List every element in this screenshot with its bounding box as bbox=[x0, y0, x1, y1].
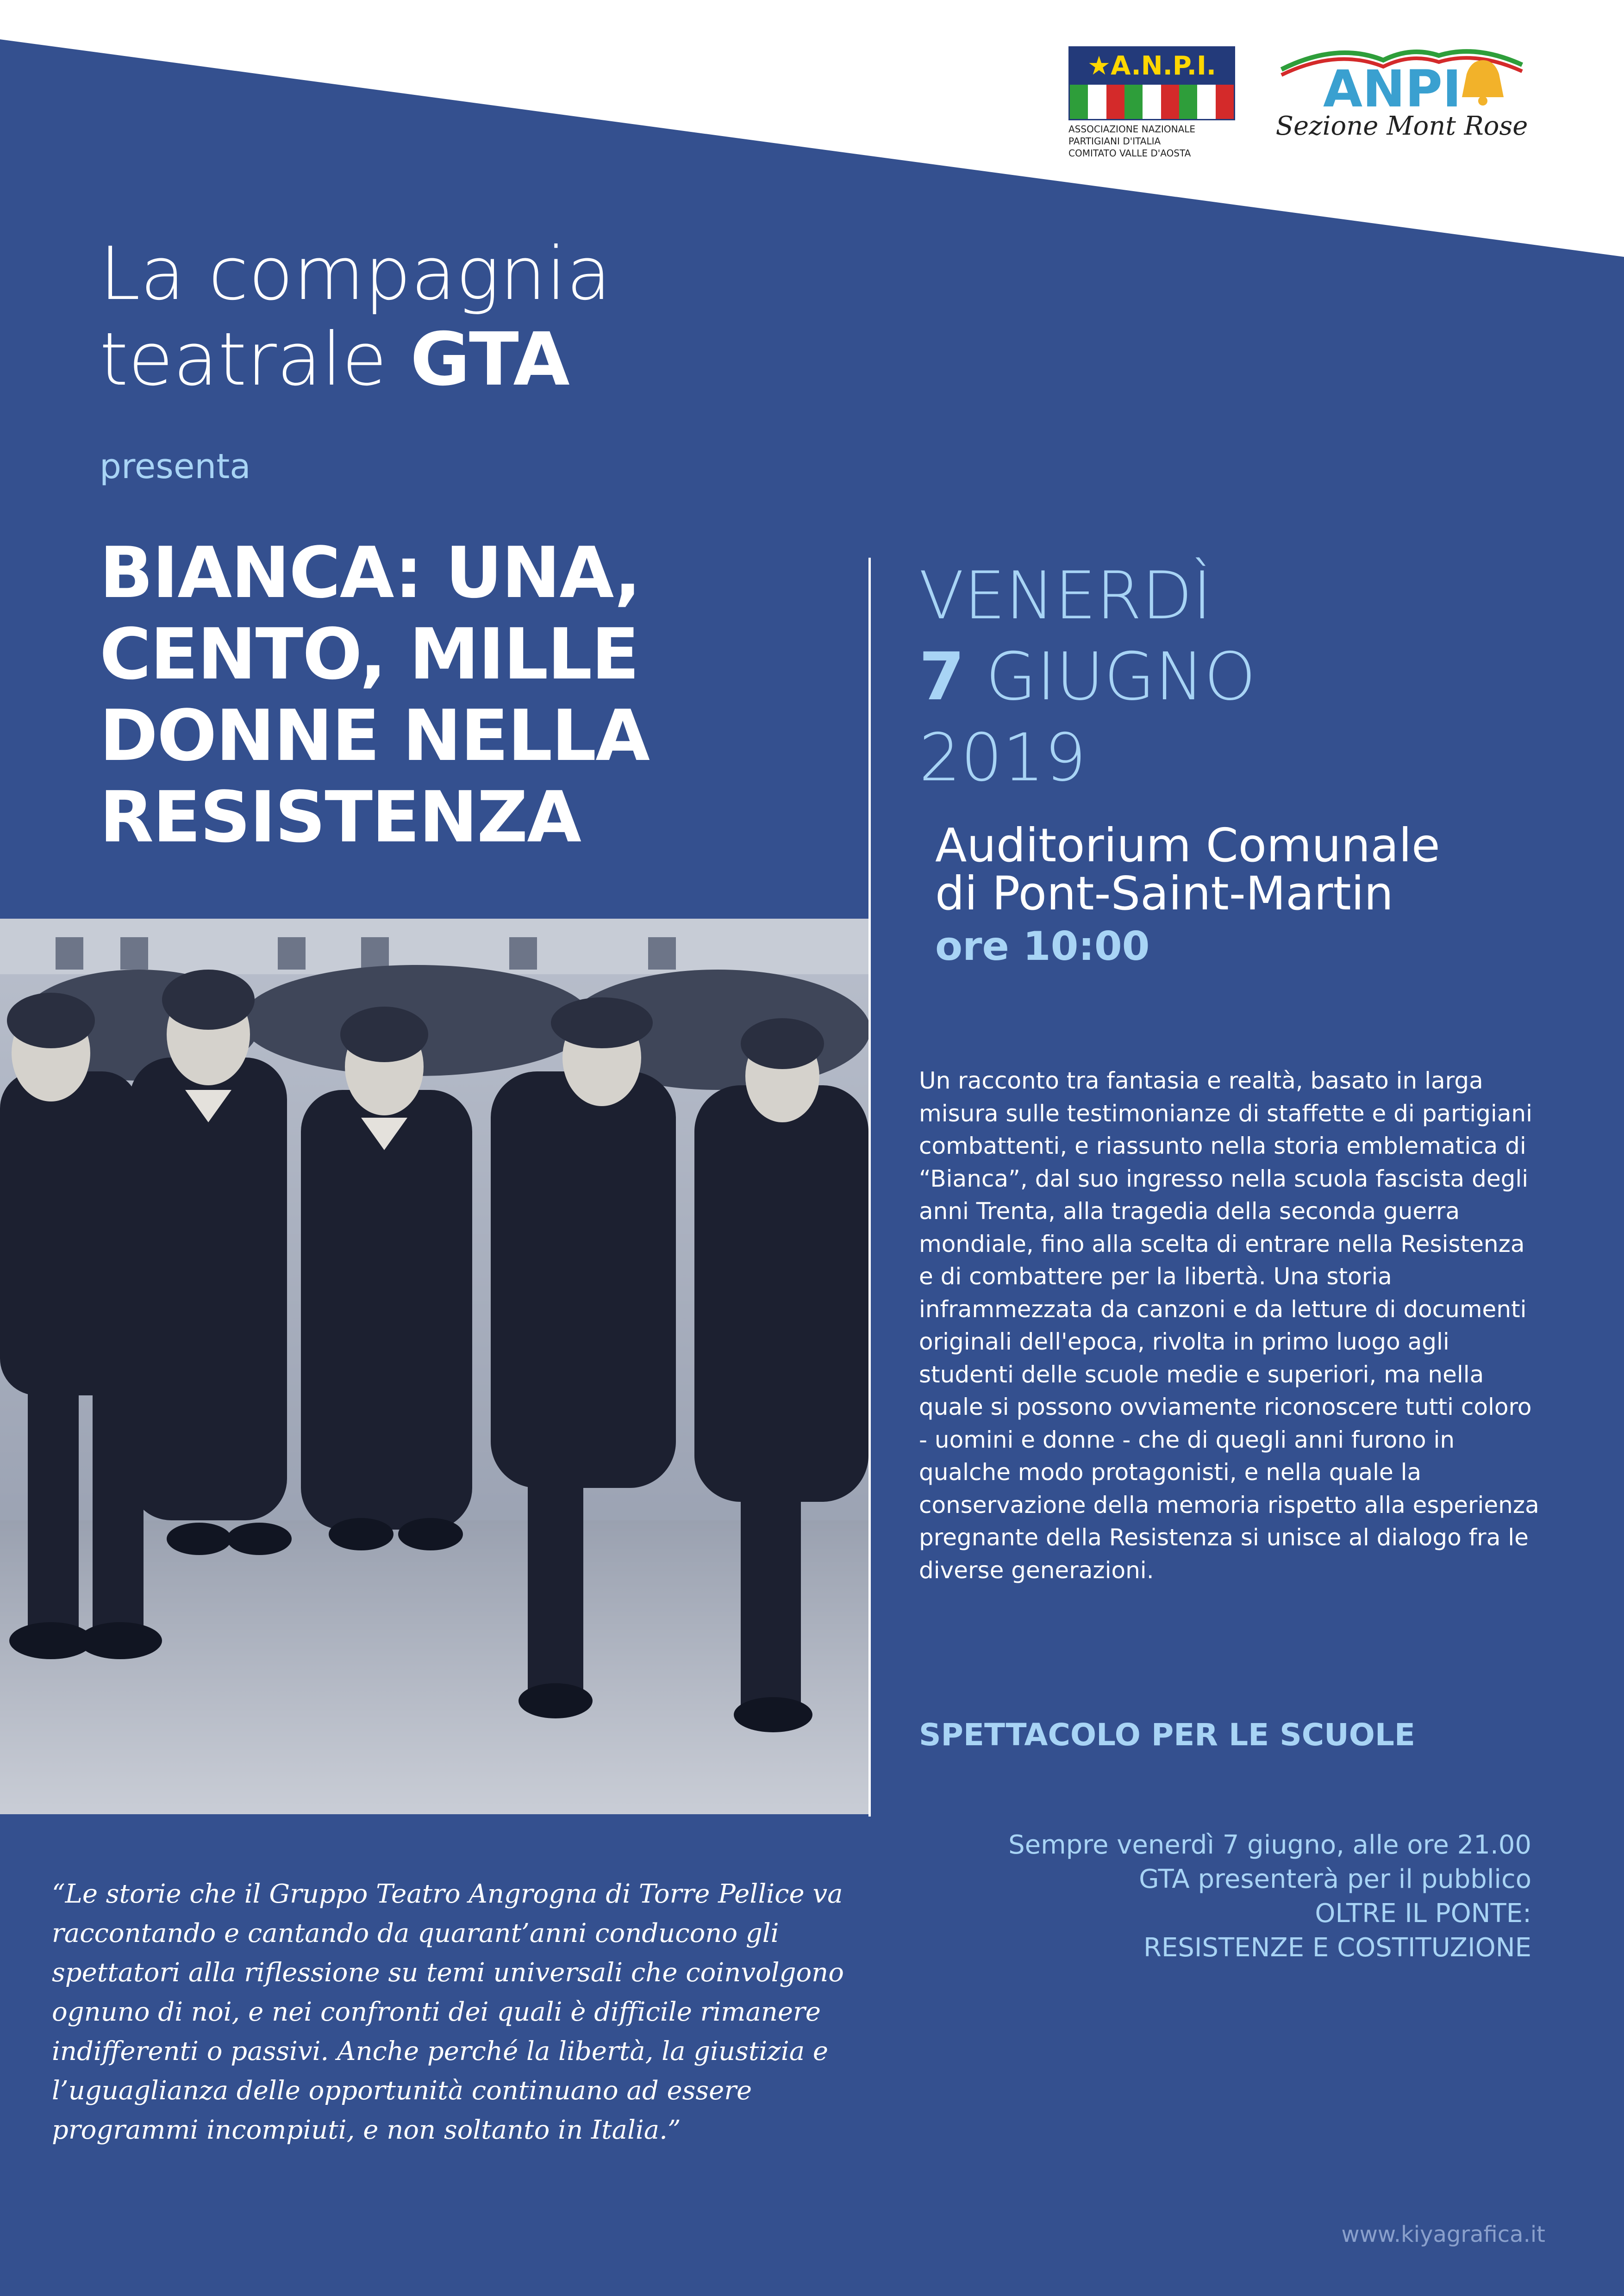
evening-line: RESISTENZE E COSTITUZIONE bbox=[1143, 1933, 1531, 1963]
event-date bbox=[919, 555, 1256, 798]
svg-text:ANPI: ANPI bbox=[1323, 59, 1462, 111]
designer-credit: www.kiyagrafica.it bbox=[1341, 2221, 1545, 2247]
event-time: ore 10:00 bbox=[935, 923, 1150, 970]
company-intro bbox=[100, 231, 611, 403]
venue bbox=[935, 818, 1440, 921]
anpi-logo-name: ★A.N.P.I. bbox=[1070, 48, 1234, 85]
historical-photo bbox=[0, 919, 868, 1814]
mont-rose-subtitle: Sezione Mont Rose bbox=[1275, 111, 1528, 141]
anpi-mont-rose-logo bbox=[1272, 42, 1531, 171]
italian-flag-stripes bbox=[1070, 85, 1234, 119]
date-month: GIUGNO bbox=[985, 639, 1256, 715]
show-title-line: DONNE NELLA bbox=[100, 695, 649, 777]
evening-performance-note bbox=[883, 1828, 1531, 1965]
date-weekday: VENERDÌ bbox=[919, 558, 1212, 634]
presenta-label: presenta bbox=[100, 447, 251, 486]
evening-line: Sempre venerdì 7 giugno, alle ore 21.00 bbox=[1008, 1830, 1531, 1860]
date-day: 7 bbox=[919, 639, 965, 715]
venue-line2: di Pont-Saint-Martin bbox=[935, 866, 1393, 921]
company-name: GTA bbox=[410, 317, 570, 402]
event-description: Un racconto tra fantasia e realtà, basato in larga misura sulle testimonianze di staffette e di partigiani combattenti, e riassunto nella storia emblematica di “Bianca”, dal suo ingresso nella scuola fascista degli anni Trenta, alla tragedia della seconda guerra mondiale, fino alla scelta di entrare nella Resistenza e di combattere per la libertà. Una storia inframmezzata da canzoni e da letture di documenti originali dell'epoca, rivolta in primo luogo agli studenti delle scuole medie e superiori, ma nella quale si possono ovviamente riconoscere tutti coloro - uomini e donne - che di quegli anni furono in qualche modo protagonisti, e nella quale la conservazione della memoria rispetto alla esperienza pregnante della Resistenza si unisce al dialogo fra le diverse generazioni. bbox=[919, 1067, 1539, 1584]
evening-line: OLTRE IL PONTE: bbox=[1315, 1898, 1531, 1929]
anpi-logo bbox=[1068, 46, 1235, 162]
venue-line1: Auditorium Comunale bbox=[935, 818, 1440, 872]
quote: “Le storie che il Gruppo Teatro Angrogna di Torre Pellice va raccontando e cantando da quarant’anni conducono gli spettatori alla riflessione su temi universali che coinvolgono ognuno di noi, e nei confronti dei quali è difficile rimanere indifferenti o passivi. Anche perché la libertà, la giustizia e l’uguaglianza delle opportunità continuano ad essere programmi incompiuti, e non soltanto in Italia.” bbox=[52, 1879, 844, 2145]
mountain-bell-icon bbox=[1272, 42, 1531, 111]
show-title bbox=[100, 532, 887, 858]
evening-line: GTA presenterà per il pubblico bbox=[1139, 1864, 1531, 1894]
audience-label: SPETTACOLO PER LE SCUOLE bbox=[919, 1717, 1416, 1753]
show-title-line: BIANCA: UNA, bbox=[100, 532, 640, 614]
logos-area bbox=[1068, 42, 1531, 171]
date-year: 2019 bbox=[919, 720, 1087, 796]
anpi-logo-subtitle: ASSOCIAZIONE NAZIONALE PARTIGIANI D'ITALIA COMITATO VALLE D'AOSTA bbox=[1068, 124, 1196, 159]
company-intro-line2: teatrale GTA bbox=[100, 317, 570, 402]
date-day-month bbox=[919, 636, 1256, 717]
partisan-women-photo-image bbox=[0, 919, 868, 1814]
anpi-flag-box bbox=[1068, 46, 1235, 120]
company-intro-line1: La compagnia bbox=[100, 231, 612, 317]
vertical-divider bbox=[868, 558, 871, 1817]
show-title-line: CENTO, MILLE bbox=[100, 613, 639, 695]
show-title-line: RESISTENZA bbox=[100, 776, 581, 858]
